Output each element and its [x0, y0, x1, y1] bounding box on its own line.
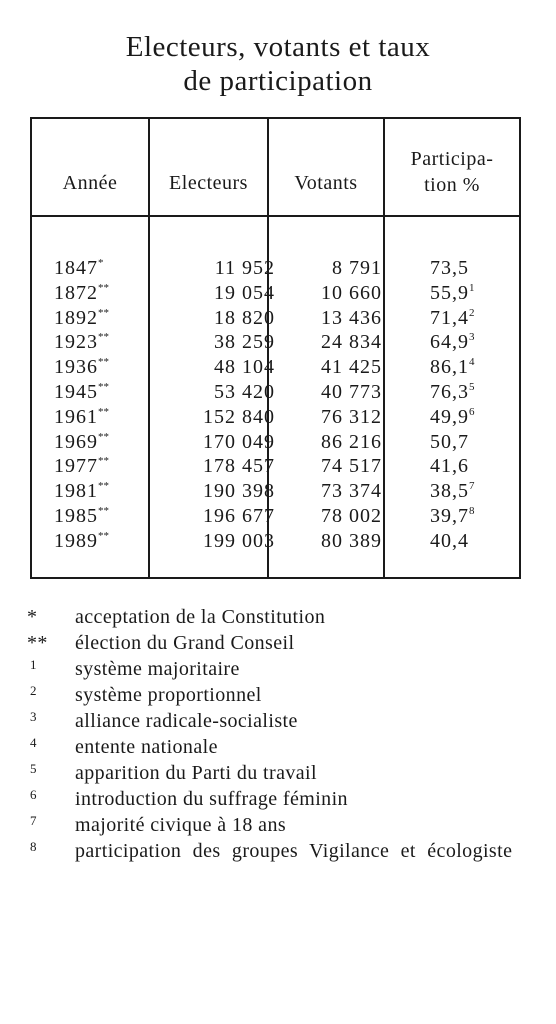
- year-cell: [54, 454, 109, 479]
- year-value: 1847: [54, 257, 98, 279]
- footnote-symbol: 1: [30, 657, 37, 672]
- footnote-symbol: 6: [30, 787, 37, 802]
- year-value: 1923: [54, 331, 98, 354]
- participation-value: 38,5: [430, 480, 469, 503]
- electors-cell: 196 677: [203, 504, 275, 527]
- participation-note: 4: [469, 356, 475, 369]
- participation-cell: [430, 330, 475, 355]
- table-body: [32, 256, 519, 554]
- year-cell: [54, 405, 109, 430]
- participation-note: 1: [469, 281, 475, 294]
- voters-cell: 74 517: [321, 455, 382, 478]
- year-mark: **: [98, 455, 109, 468]
- header-voters: Votants: [294, 172, 358, 194]
- data-table: [30, 117, 521, 579]
- electors-cell: 48 104: [214, 356, 275, 379]
- participation-note: 2: [469, 306, 475, 319]
- voters-cell: 86 216: [321, 430, 382, 453]
- voters-cell: 24 834: [321, 331, 382, 354]
- footnote: [27, 812, 537, 838]
- year-value: 1892: [54, 306, 98, 329]
- participation-value: 40,4: [430, 529, 469, 552]
- table-row: [32, 306, 519, 331]
- header-electors: Electeurs: [169, 172, 248, 194]
- footnote-symbol: **: [27, 632, 48, 654]
- year-cell: [54, 330, 109, 355]
- participation-note: 3: [469, 331, 475, 344]
- footnote-text: système majoritaire: [75, 658, 240, 680]
- footnote-symbol: 3: [30, 709, 37, 724]
- year-mark: *: [98, 257, 104, 269]
- year-value: 1872: [54, 281, 98, 304]
- voters-cell: 76 312: [321, 405, 382, 428]
- year-mark: **: [98, 529, 109, 542]
- title-line-2: de participation: [183, 65, 373, 97]
- table-row: [32, 504, 519, 529]
- participation-cell: [430, 281, 475, 306]
- footnote-symbol: *: [27, 606, 38, 628]
- year-value: 1936: [54, 356, 98, 379]
- footnote: [27, 630, 537, 656]
- footnote: [27, 760, 537, 786]
- page-title: [0, 30, 556, 98]
- year-cell: [54, 504, 109, 529]
- year-value: 1989: [54, 529, 98, 552]
- footnote: [27, 604, 537, 630]
- header-divider: [32, 215, 519, 217]
- year-value: 1985: [54, 504, 98, 527]
- footnote-text: entente nationale: [75, 736, 218, 758]
- electors-cell: 38 259: [214, 331, 275, 354]
- footnote-text: système proportionnel: [75, 684, 262, 706]
- footnote-text: apparition du Parti du travail: [75, 762, 317, 784]
- voters-cell: 8 791: [332, 257, 382, 279]
- voters-cell: 73 374: [321, 480, 382, 503]
- participation-value: 71,4: [430, 306, 469, 329]
- participation-cell: [430, 380, 475, 405]
- participation-value: 39,7: [430, 504, 469, 527]
- footnote-text: introduction du suffrage féminin: [75, 788, 348, 810]
- electors-cell: 11 952: [214, 257, 275, 279]
- year-value: 1977: [54, 455, 98, 478]
- participation-cell: [430, 405, 475, 430]
- participation-value: 64,9: [430, 331, 469, 354]
- electors-cell: 178 457: [203, 455, 275, 478]
- voters-cell: 13 436: [321, 306, 382, 329]
- table-row: [32, 479, 519, 504]
- footnote: [27, 838, 537, 864]
- footnote-symbol: 5: [30, 761, 37, 776]
- participation-value: 86,1: [430, 356, 469, 379]
- participation-cell: [430, 529, 469, 554]
- year-mark: **: [98, 380, 109, 393]
- year-mark: **: [98, 356, 109, 369]
- footnote-text: participation des groupes Vigilance et écologiste: [75, 840, 513, 862]
- electors-cell: 170 049: [203, 430, 275, 453]
- year-cell: [54, 529, 109, 554]
- footnote-text: alliance radicale-socialiste: [75, 710, 298, 732]
- year-mark: **: [98, 430, 109, 443]
- electors-cell: 199 003: [203, 529, 275, 552]
- year-mark: **: [98, 306, 109, 319]
- footnote: [27, 786, 537, 812]
- footnote-symbol: 2: [30, 683, 37, 698]
- year-value: 1981: [54, 480, 98, 503]
- participation-value: 76,3: [430, 380, 469, 403]
- title-line-1: Electeurs, votants et taux: [125, 31, 431, 63]
- year-cell: [54, 355, 109, 380]
- voters-cell: 10 660: [321, 281, 382, 304]
- footnote-symbol: 4: [30, 735, 37, 750]
- year-mark: **: [98, 480, 109, 493]
- footnote-symbol: 7: [30, 813, 37, 828]
- participation-note: 7: [469, 480, 475, 493]
- participation-cell: [430, 256, 469, 281]
- voters-cell: 41 425: [321, 356, 382, 379]
- table-row: [32, 256, 519, 281]
- footnotes: [27, 604, 537, 864]
- footnote-symbol: 8: [30, 839, 37, 854]
- table-row: [32, 430, 519, 455]
- participation-value: 73,5: [430, 257, 469, 279]
- table-row: [32, 529, 519, 554]
- footnote: [27, 656, 537, 682]
- footnote-text: acceptation de la Constitution: [75, 606, 326, 628]
- header-participation-line-1: Participa-: [410, 148, 494, 170]
- electors-cell: 18 820: [214, 306, 275, 329]
- electors-cell: 19 054: [214, 281, 275, 304]
- footnote-text: majorité civique à 18 ans: [75, 814, 287, 836]
- participation-cell: [430, 355, 475, 380]
- year-value: 1945: [54, 380, 98, 403]
- year-cell: [54, 430, 109, 455]
- participation-cell: [430, 504, 475, 529]
- participation-cell: [430, 454, 469, 479]
- header-year: Année: [62, 172, 118, 194]
- footnote: [27, 708, 537, 734]
- year-value: 1969: [54, 430, 98, 453]
- year-mark: **: [98, 331, 109, 344]
- participation-value: 55,9: [430, 281, 469, 304]
- participation-note: 5: [469, 380, 475, 393]
- footnote-text: élection du Grand Conseil: [75, 632, 295, 654]
- year-cell: [54, 380, 109, 405]
- year-value: 1961: [54, 405, 98, 428]
- year-mark: **: [98, 504, 109, 517]
- participation-cell: [430, 430, 469, 455]
- electors-cell: 53 420: [214, 380, 275, 403]
- year-cell: [54, 256, 104, 281]
- header-participation: [385, 146, 519, 198]
- table-row: [32, 281, 519, 306]
- voters-cell: 78 002: [321, 504, 382, 527]
- table-row: [32, 330, 519, 355]
- electors-cell: 190 398: [203, 480, 275, 503]
- year-cell: [54, 281, 109, 306]
- participation-note: 8: [469, 504, 475, 517]
- participation-note: 6: [469, 405, 475, 418]
- footnote: [27, 682, 537, 708]
- electors-cell: 152 840: [203, 405, 275, 428]
- participation-value: 50,7: [430, 430, 469, 453]
- table-row: [32, 454, 519, 479]
- participation-value: 41,6: [430, 455, 469, 478]
- table-row: [32, 355, 519, 380]
- year-cell: [54, 479, 109, 504]
- voters-cell: 80 389: [321, 529, 382, 552]
- footnote: [27, 734, 537, 760]
- table-row: [32, 380, 519, 405]
- voters-cell: 40 773: [321, 380, 382, 403]
- year-cell: [54, 306, 109, 331]
- year-mark: **: [98, 405, 109, 418]
- participation-cell: [430, 479, 475, 504]
- header-participation-line-2: tion %: [424, 174, 480, 196]
- year-mark: **: [98, 281, 109, 294]
- participation-cell: [430, 306, 475, 331]
- participation-value: 49,9: [430, 405, 469, 428]
- table-row: [32, 405, 519, 430]
